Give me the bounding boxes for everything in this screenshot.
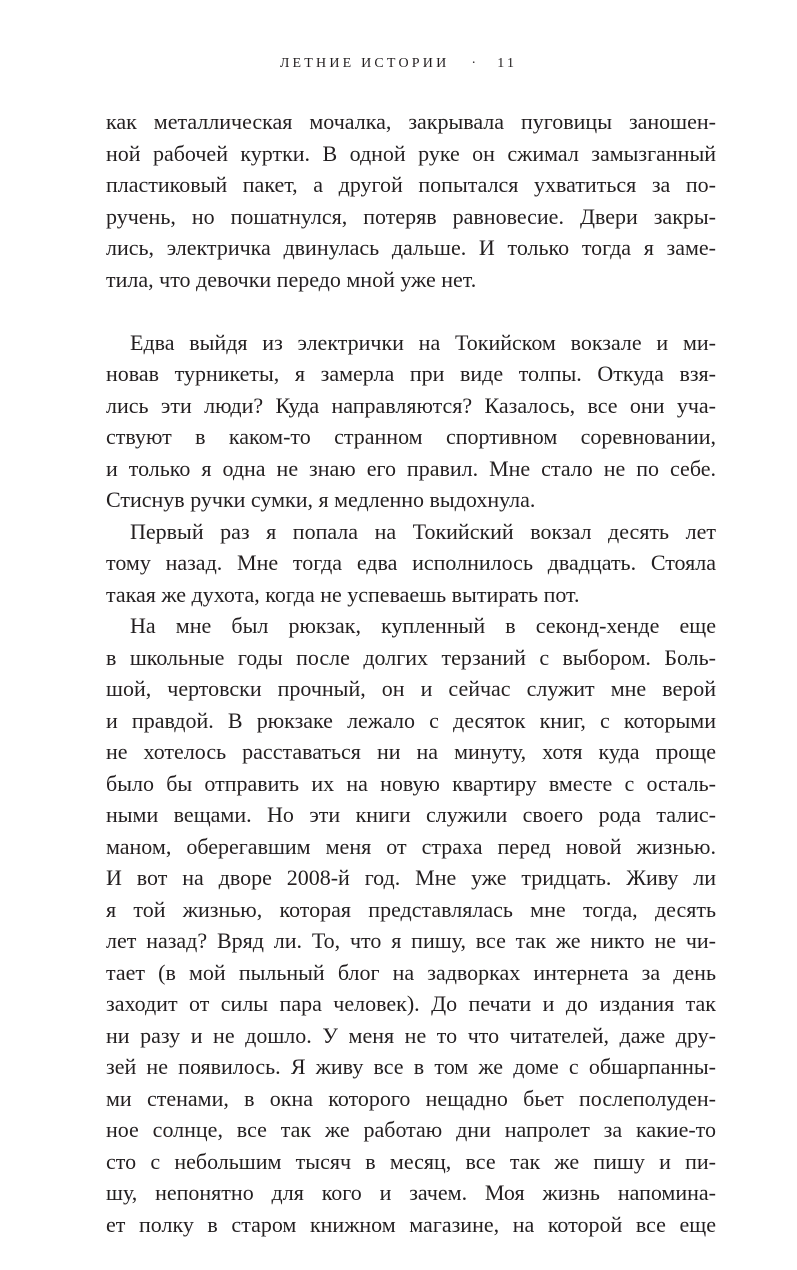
text-line: зей не появилось. Я живу все в том же доме с обшарпанны- <box>106 1054 716 1079</box>
text-line: маном, оберегавшим меня от страха перед новой жизнью. <box>106 833 716 859</box>
text-line: И вот на дворе 2008-й год. Мне уже тридцать. Живу ли <box>106 865 716 890</box>
text-line: было бы отправить их на новую квартиру вместе с осталь- <box>106 770 716 796</box>
text-line: тает (в мой пыльный блог на задворках интернета за день <box>106 959 716 985</box>
text-line: лись, электричка двинулась дальше. И только тогда я заме- <box>106 235 716 260</box>
text-line: в школьные годы после долгих терзаний с выбором. Боль- <box>106 644 716 670</box>
paragraph <box>106 106 716 295</box>
text-line: ное солнце, все так же работаю дни напролет за какие-то <box>106 1117 716 1142</box>
text-line: ни разу и не дошло. У меня не то что читателей, даже дру- <box>106 1022 716 1048</box>
body-text <box>106 106 716 1240</box>
paragraph <box>106 516 716 611</box>
section-break <box>106 295 716 327</box>
text-line: такая же духота, когда не успеваешь вытирать пот. <box>106 581 580 607</box>
page-number: 11 <box>497 56 518 71</box>
header-separator: · <box>471 56 480 71</box>
text-line: пластиковый пакет, а другой попытался ухватиться за по- <box>106 172 716 197</box>
text-line: ет полку в старом книжном магазине, на которой все еще <box>106 1211 716 1237</box>
text-line: и правдой. В рюкзаке лежало с десяток книг, с которыми <box>106 707 716 733</box>
text-line: тому назад. Мне тогда едва исполнилось двадцать. Стояла <box>106 550 716 575</box>
text-line: сто с небольшим тысяч в месяц, все так же пишу и пи- <box>106 1148 716 1174</box>
text-line: как металлическая мочалка, закрывала пуговицы заношен- <box>106 109 716 134</box>
text-line: тила, что девочки передо мной уже нет. <box>106 266 477 292</box>
text-line: заходит от силы пара человек). До печати и до издания так <box>106 991 716 1016</box>
text-line: лись эти люди? Куда направляются? Казалось, все они уча- <box>106 392 716 418</box>
text-line: лет назад? Вряд ли. То, что я пишу, все так же никто не чи- <box>106 928 716 953</box>
text-line: ными вещами. Но эти книги служили своего рода талис- <box>106 802 716 827</box>
text-line: ручень, но пошатнулся, потеряв равновесие. Двери закры- <box>106 203 716 229</box>
text-line: ной рабочей куртки. В одной руке он сжимал замызганный <box>106 140 716 166</box>
text-line: я той жизнью, которая представлялась мне тогда, десять <box>106 896 716 922</box>
text-line: шу, непонятно для кого и зачем. Моя жизнь напомина- <box>106 1180 716 1205</box>
text-line: ми стенами, в окна которого нещадно бьет послеполуден- <box>106 1085 716 1111</box>
running-header <box>0 56 797 72</box>
text-line: На мне был рюкзак, купленный в секонд-хенде еще <box>130 613 716 638</box>
text-line: Первый раз я попала на Токийский вокзал десять лет <box>130 518 716 544</box>
text-line: шой, чертовски прочный, он и сейчас служит мне верой <box>106 676 716 701</box>
paragraph <box>106 327 716 516</box>
paragraph <box>106 610 716 1240</box>
text-line: ствуют в каком-то странном спортивном соревновании, <box>106 424 716 449</box>
text-line: Едва выйдя из электрички на Токийском вокзале и ми- <box>130 329 716 355</box>
text-line: новав турникеты, я замерла при виде толпы. Откуда взя- <box>106 361 716 386</box>
text-line: Стиснув ручки сумки, я медленно выдохнула. <box>106 487 536 512</box>
running-title: ЛЕТНИЕ ИСТОРИИ <box>279 56 450 71</box>
text-line: и только я одна не знаю его правил. Мне стало не по себе. <box>106 455 716 481</box>
text-line: не хотелось расставаться ни на минуту, хотя куда проще <box>106 739 716 764</box>
